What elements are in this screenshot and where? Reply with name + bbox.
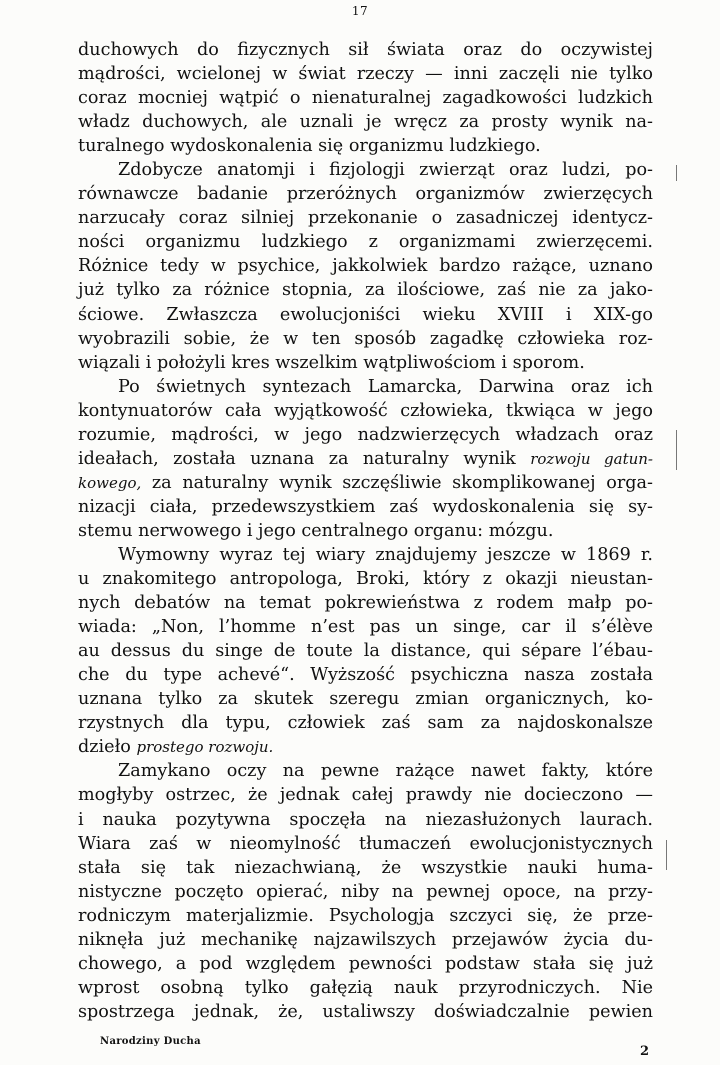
text-line: narzucały coraz silniej przekonanie o zasadniczej identycz- [78,208,653,229]
line-segment: za naturalny wynik szczęśliwie skomplikowanej orga- [141,472,653,493]
line-segment: ideałach, została uznana za naturalny wynik [78,448,531,469]
text-line: władz duchowych, ale uznali je wręcz za prosty wynik na- [78,112,653,133]
text-line: wiązali i położyli kres wszelkim wątpliwościom i sporom. [78,352,585,373]
margin-mark [666,840,667,870]
footer-title: Narodziny Ducha [100,1036,201,1047]
text-line: duchowych do fizycznych sił świata oraz do oczywistej [78,40,653,60]
text-line: nizacji ciała, przedewszystkiem zaś wydoskonalenia się sy- [78,496,653,517]
text-line: rozumie, mądrości, w jego nadzwierzęcych władzach oraz [78,424,653,445]
line-segment: dzieło [78,737,137,758]
text-line: Po świetnych syntezach Lamarcka, Darwina oraz ich [118,376,653,397]
text-line: nych debatów na temat pokrewieństwa z rodem małp po- [78,593,653,614]
signature-mark: 2 [640,1044,650,1059]
text-line: u znakomitego antropologa, Broki, który z okazji nieustan- [78,569,653,590]
text-line: rodniczym materjalizmie. Psychologja szczyci się, że prze- [78,905,653,926]
text-line: rzystnych dla typu, człowiek zaś sam za najdoskonalsze [78,713,653,734]
text-line: kontynuatorów cała wyjątkowość człowieka, tkwiąca w jego [78,400,653,421]
italic-phrase: rozwoju gatun- [530,449,653,468]
text-line: wyobrazili sobie, że w ten sposób zagadkę człowieka roz- [78,328,653,349]
text-line: ności organizmu ludzkiego z organizmami zwierzęcemi. [78,232,653,253]
text-line: Zdobycze anatomji i fizjologji zwierząt oraz ludzi, po- [118,160,653,181]
text-line: i nauka pozytywna spoczęła na niezasłużonych laurach. [78,809,653,830]
text-line: che du type achevé“. Wyższość psychiczna nasza została [78,665,653,686]
text-line: stała się tak niezachwianą, że wszystkie nauki huma- [78,857,653,878]
text-line: Wymowny wyraz tej wiary znajdujemy jeszcze w 1869 r. [118,544,653,565]
text-line: ściowe. Zwłaszcza ewolucjoniści wieku XVIII i XIX-go [78,304,653,325]
text-line: au dessus du singe de toute la distance, qui sépare l’ébau- [78,641,653,662]
body-text [78,38,653,1024]
margin-mark [676,430,677,470]
italic-phrase: kowego, [78,473,142,492]
text-line: uznana tylko za skutek szeregu zmian organicznych, ko- [78,689,653,710]
text-line: niknęła już mechanikę najzawilszych przejawów życia du- [78,929,653,950]
text-line: już tylko za różnice stopnia, za ilościowe, zaś nie za jako- [78,280,653,301]
text-line: mogłyby ostrzec, że jednak całej prawdy nie docieczono — [78,785,653,806]
text-line [78,447,653,471]
text-line [78,735,653,759]
text-line: Wiara zaś w nieomylność tłumaczeń ewolucjonistycznych [78,833,653,854]
italic-phrase: prostego rozwoju. [136,738,274,757]
text-line: wiada: „Non, l’homme n’est pas un singe, car il s’élève [78,617,653,638]
page-number: 17 [351,4,369,18]
text-line: wprost osobną tylko gałęzią nauk przyrodniczych. Nie [78,977,653,998]
text-line: coraz mocniej wątpić o nienaturalnej zagadkowości ludzkich [78,88,653,109]
text-line: turalnego wydoskonalenia się organizmu ludzkiego. [78,136,541,157]
margin-mark [676,165,677,181]
text-line: nistyczne poczęto opierać, niby na pewnej opoce, na przy- [78,881,653,902]
text-line: mądrości, wcielonej w świat rzeczy — inni zaczęli nie tylko [78,64,653,85]
text-line: równawcze badanie przeróżnych organizmów zwierzęcych [78,184,653,205]
text-line [78,471,653,495]
text-line: Zamykano oczy na pewne rażące nawet fakty, które [118,761,653,782]
text-line: spostrzega jednak, że, ustaliwszy doświadczalnie pewien [78,1001,653,1022]
text-line: chowego, a pod względem pewności podstaw stała się już [78,953,653,974]
text-line: Różnice tedy w psychice, jakkolwiek bardzo rażące, uznano [78,256,653,277]
text-line: stemu nerwowego i jego centralnego organu: mózgu. [78,520,554,541]
